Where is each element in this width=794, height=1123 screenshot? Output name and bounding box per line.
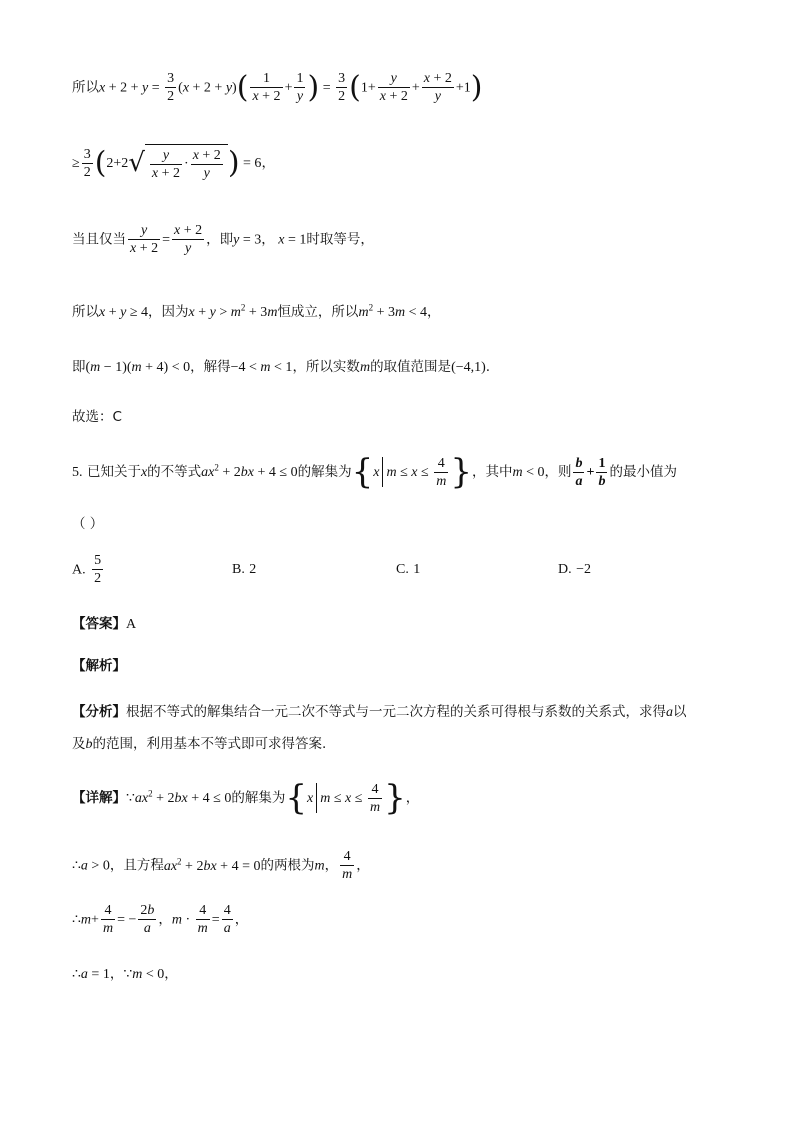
fraction: $\frac{x + 2}{y}$ [423, 71, 452, 104]
final-choice: 故选：C [72, 409, 122, 425]
answer-tag: 【答案】 [72, 616, 126, 632]
line-1-prefix: 所以 [72, 79, 99, 96]
line-1: 所以x + 2 + y = $\frac{3}{2}$ (x + 2 + y)( $\frac{1}{x + 2}$ + $\frac{1}{y}$ ) = $\frac{3}{2}$ (1+ $\frac{y}{x + 2}$ + $\frac{x + 2}{y}$ +1) [72, 70, 483, 105]
line-3-prefix: 当且仅当 [72, 231, 126, 248]
sqrt-expr: $\frac{y}{x + 2}$ · $\frac{x + 2}{y}$ [145, 144, 228, 182]
because-symbol: ∵ [123, 967, 133, 982]
option-d-label: D. [558, 562, 572, 577]
line-3: 当且仅当 $\frac{y}{x + 2}$ = $\frac{x + 2}{y}$ ，即y = 3， x = 1时取等号， [72, 223, 374, 256]
option-b-label: B. [232, 562, 245, 577]
fraction: $\frac{3}{2}$ [167, 71, 175, 104]
xiangjie-text-4: ， [109, 966, 124, 982]
line-5-suffix: . [485, 359, 491, 375]
fraction: $\frac{4}{m}$ [342, 849, 353, 882]
answer-line [72, 612, 136, 633]
option-b-value: 2 [249, 562, 257, 577]
math-expr: (x + 2 + y) [178, 80, 237, 96]
fraction: $\frac{4}{m}$ [369, 781, 381, 815]
xiangjie-text-2: ，且方程 [109, 857, 164, 874]
fenxi-line-2: 及b的范围，利用基本不等式即可求得答案. [72, 736, 327, 752]
xiangjie-text-2b: 的两根为 [260, 857, 315, 874]
line-5-mid2: ，所以实数 [292, 359, 360, 375]
question-text-3: 的解集为 [297, 464, 352, 480]
question-text-1: 已知关于 [86, 464, 141, 480]
option-c-label: C. [396, 562, 409, 577]
question-text-5: ，则 [544, 464, 572, 480]
fenxi-text-2b: 的范围，利用基本不等式即可求得答案. [92, 736, 327, 752]
xiangjie-text-3b: ， [234, 911, 249, 928]
fenxi-tag: 【分析】 [72, 704, 126, 720]
question-text-4: ，其中 [471, 464, 513, 480]
line-5-prefix: 即 [72, 359, 86, 375]
line-3-mid2: ， [261, 231, 275, 248]
option-b[interactable] [232, 561, 256, 578]
xiangjie-text-4b: ， [164, 966, 178, 982]
xiangjie-text-3: ， [158, 911, 172, 928]
question-5: 5. 已知关于x的不等式$ax^2 + 2bx + 4 \le 0$的解集为{x m ≤ x ≤ $\frac{4}{m}$ }，其中m < 0，则 $\frac{b}{a}$ + $\frac{1}{b}$ 的最小值为 [72, 452, 677, 492]
question-text-6: 的最小值为 [609, 464, 677, 480]
therefore-symbol: ∴ [72, 967, 81, 982]
question-number: 5. [72, 465, 83, 480]
fraction: $\frac{2b}{a}$ [140, 903, 155, 936]
xiangjie-text-1b: ， [405, 790, 420, 806]
line-3-suffix: 时取等号， [306, 231, 374, 248]
question-text-2: 的不等式 [147, 464, 202, 480]
option-a-value: $\frac{5}{2}$ [94, 553, 102, 586]
fraction: $\frac{y}{x + 2}$ [379, 71, 408, 104]
therefore-symbol: ∴ [72, 858, 81, 874]
fraction: $\frac{4}{a}$ [223, 903, 231, 936]
fraction: $\frac{3}{2}$ [338, 71, 346, 104]
math-expr: x + 2 + y = [99, 80, 164, 96]
line-5: 即(m − 1)(m + 4) < 0，解得−4 < m < 1，所以实数m的取值范围是(−4,1). [72, 359, 491, 375]
fenxi-text-1: 根据不等式的解集结合一元二次不等式与一元二次方程的关系可得根与系数的关系式，求得 [126, 704, 666, 720]
answer-value: A [126, 617, 137, 632]
line-4-mid2: 恒成立，所以 [277, 304, 359, 320]
fraction: $\frac{1}{b}$ [598, 455, 606, 489]
analysis-tag: 【解析】 [72, 658, 126, 674]
line-5-mid3: 的取值范围是 [370, 359, 452, 375]
fraction: $\frac{y}{x + 2}$ [130, 223, 159, 256]
line-4-prefix: 所以 [72, 304, 99, 320]
xiangjie-tag: 【详解】 [72, 790, 126, 806]
option-c[interactable] [396, 561, 420, 578]
option-c-value: 1 [413, 562, 421, 577]
xiangjie-text-1: 的解集为 [231, 790, 286, 806]
line-3-mid: ，即 [206, 231, 234, 248]
xiangjie-line-4: ∴a = 1，∵m < 0， [72, 966, 178, 982]
fenxi-text-2: 及 [72, 736, 86, 752]
line-5-mid: ，解得 [190, 359, 231, 375]
option-d-value: −2 [576, 562, 591, 577]
xiangjie-line-2: ∴a > 0，且方程$ax^2 + 2bx + 4 = 0$的两根为m， $\frac{4}{m}$ ， [72, 849, 370, 882]
option-a-label: A. [72, 562, 86, 578]
xiangjie-text-2d: ， [356, 857, 370, 874]
line-2: ≥ $\frac{3}{2}$ (2+2√ $\frac{y}{x + 2}$ · $\frac{x + 2}{y}$ ) = 6， [72, 145, 275, 181]
because-symbol: ∵ [126, 791, 135, 806]
line-4-suffix: ， [427, 304, 441, 320]
therefore-symbol: ∴ [72, 912, 81, 928]
fraction: $\frac{1}{x + 2}$ [252, 71, 281, 104]
xiangjie-line-3: ∴m+ $\frac{4}{m}$ = − $\frac{2b}{a}$ ，m · $\frac{4}{m}$ = $\frac{4}{a}$ ， [72, 903, 249, 936]
xiangjie-text-2c: ， [324, 857, 339, 874]
fraction: $\frac{x + 2}{y}$ [174, 223, 203, 256]
fraction: $\frac{3}{2}$ [83, 146, 91, 180]
fraction: $\frac{1}{y}$ [296, 71, 304, 104]
fraction: $\frac{4}{m}$ [436, 455, 447, 489]
fraction: $\frac{4}{m}$ [197, 903, 208, 936]
option-a[interactable] [72, 552, 105, 587]
fenxi-text-1b: 以 [673, 704, 687, 720]
line-4: 所以x + y ≥ 4，因为$x + y > m^2 + 3m$恒成立，所以$m^2 + 3m < 4$， [72, 302, 441, 320]
question-paren: （ ） [72, 516, 104, 532]
options-row [72, 552, 722, 592]
option-d[interactable] [558, 561, 591, 578]
fenxi-line-1: 【分析】根据不等式的解集结合一元二次不等式与一元二次方程的关系可得根与系数的关系式，求得a以 [72, 704, 687, 720]
fraction: $\frac{b}{a}$ [575, 455, 583, 489]
xiangjie-line-1: 【详解】$\because ax^2 + 2bx + 4 \le 0$的解集为{x m ≤ x ≤ $\frac{4}{m}$ }， [72, 778, 420, 818]
line-4-mid: ，因为 [148, 304, 189, 320]
fraction: $\frac{4}{m}$ [102, 903, 114, 936]
